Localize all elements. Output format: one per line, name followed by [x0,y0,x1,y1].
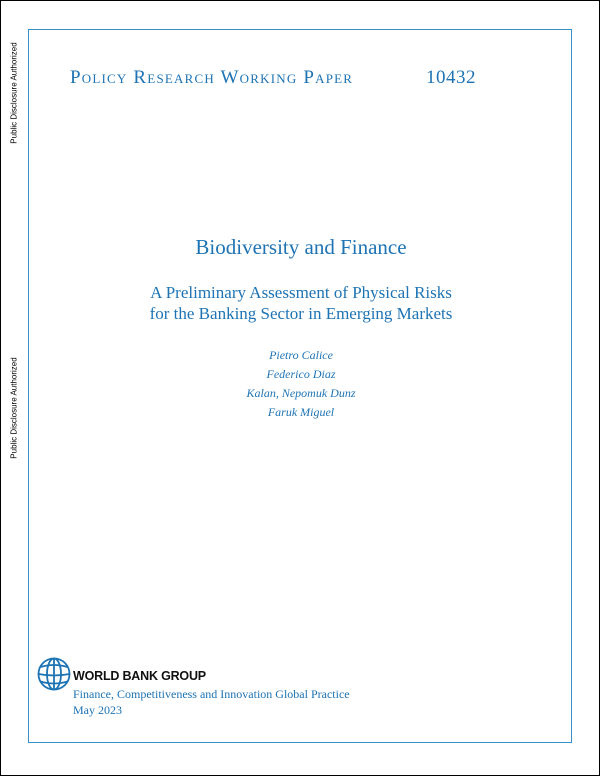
author-name: Federico Diaz [266,367,336,381]
publication-date: May 2023 [73,703,122,717]
global-practice: Finance, Competitiveness and Innovation Global Practice [73,687,350,701]
document-title: Biodiversity and Finance [195,235,407,259]
paper-number: 10432 [426,67,476,88]
subtitle-line: A Preliminary Assessment of Physical Risks [150,283,452,302]
disclosure-label-top: Public Disclosure Authorized [9,42,19,144]
organization-name: WORLD BANK GROUP [73,669,206,683]
globe-icon [36,656,72,692]
subtitle-line: for the Banking Sector in Emerging Markets [149,304,453,323]
series-title: Policy Research Working Paper [70,67,354,88]
author-list [1,346,600,422]
author-name: Kalan, Nepomuk Dunz [246,386,356,400]
disclosure-label-middle: Public Disclosure Authorized [9,357,19,459]
author-name: Pietro Calice [269,348,333,362]
author-name: Faruk Miguel [267,405,335,419]
document-subtitle [1,282,600,324]
